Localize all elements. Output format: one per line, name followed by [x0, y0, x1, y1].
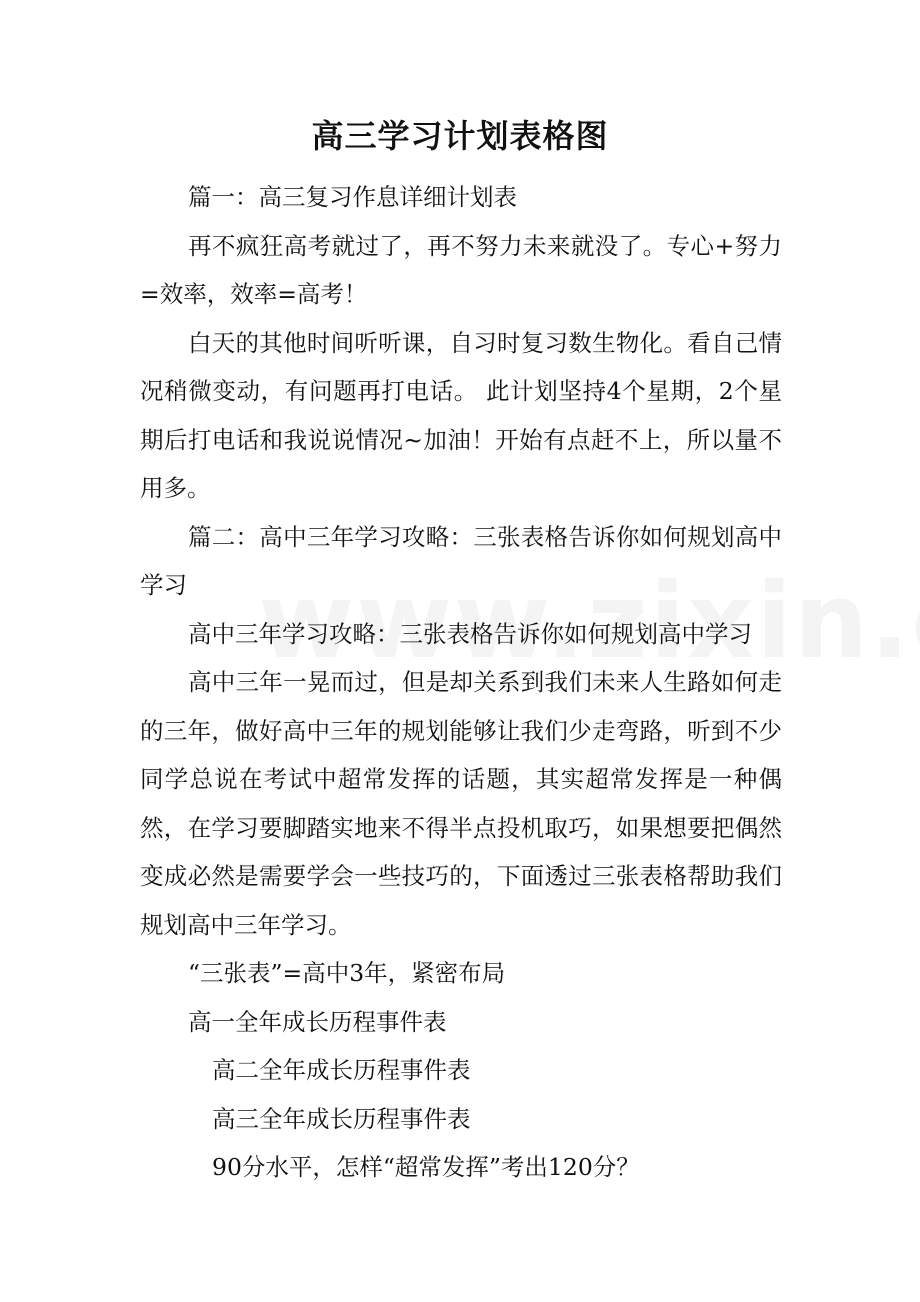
list-item: 高三全年成长历程事件表	[212, 1104, 471, 1133]
list-item: 高二全年成长历程事件表	[212, 1056, 471, 1084]
paragraph: 白天的其他时间听听课，自习时复习数生物化。看自己情况稍微变动，有问题再打电话。 此计划坚持4个星期，2个星期后打电话和我说说情况~加油！开始有点赶不上，所以量不用多。	[140, 328, 782, 502]
paragraph: “三张表”=高中3年，紧密布局	[188, 959, 506, 987]
list-item: 高一全年成长历程事件表	[188, 1007, 447, 1036]
paragraph: 再不疯狂高考就过了，再不努力未来就没了。专心+努力=效率，效率=高考！	[140, 231, 782, 308]
section-heading-1: 篇一：高三复习作息详细计划表	[188, 183, 517, 211]
document-body	[140, 173, 782, 1192]
page-title: 高三学习计划表格图	[311, 117, 609, 155]
paragraph: 高中三年一晃而过，但是却关系到我们未来人生路如何走的三年，做好高中三年的规划能够让我们少走弯路，听到不少同学总说在考试中超常发挥的话题，其实超常发挥是一种偶然，在学习要脚踏实地来不得半点投机取巧，如果想要把偶然变成必然是需要学会一些技巧的，下面透过三张表格帮助我们规划高中三年学习。	[140, 668, 782, 939]
paragraph: 高中三年学习攻略：三张表格告诉你如何规划高中学习	[188, 619, 752, 648]
section-heading-2: 篇二：高中三年学习攻略：三张表格告诉你如何规划高中学习	[140, 522, 782, 599]
paragraph: 90分水平，怎样“超常发挥”考出120分？	[212, 1153, 640, 1181]
